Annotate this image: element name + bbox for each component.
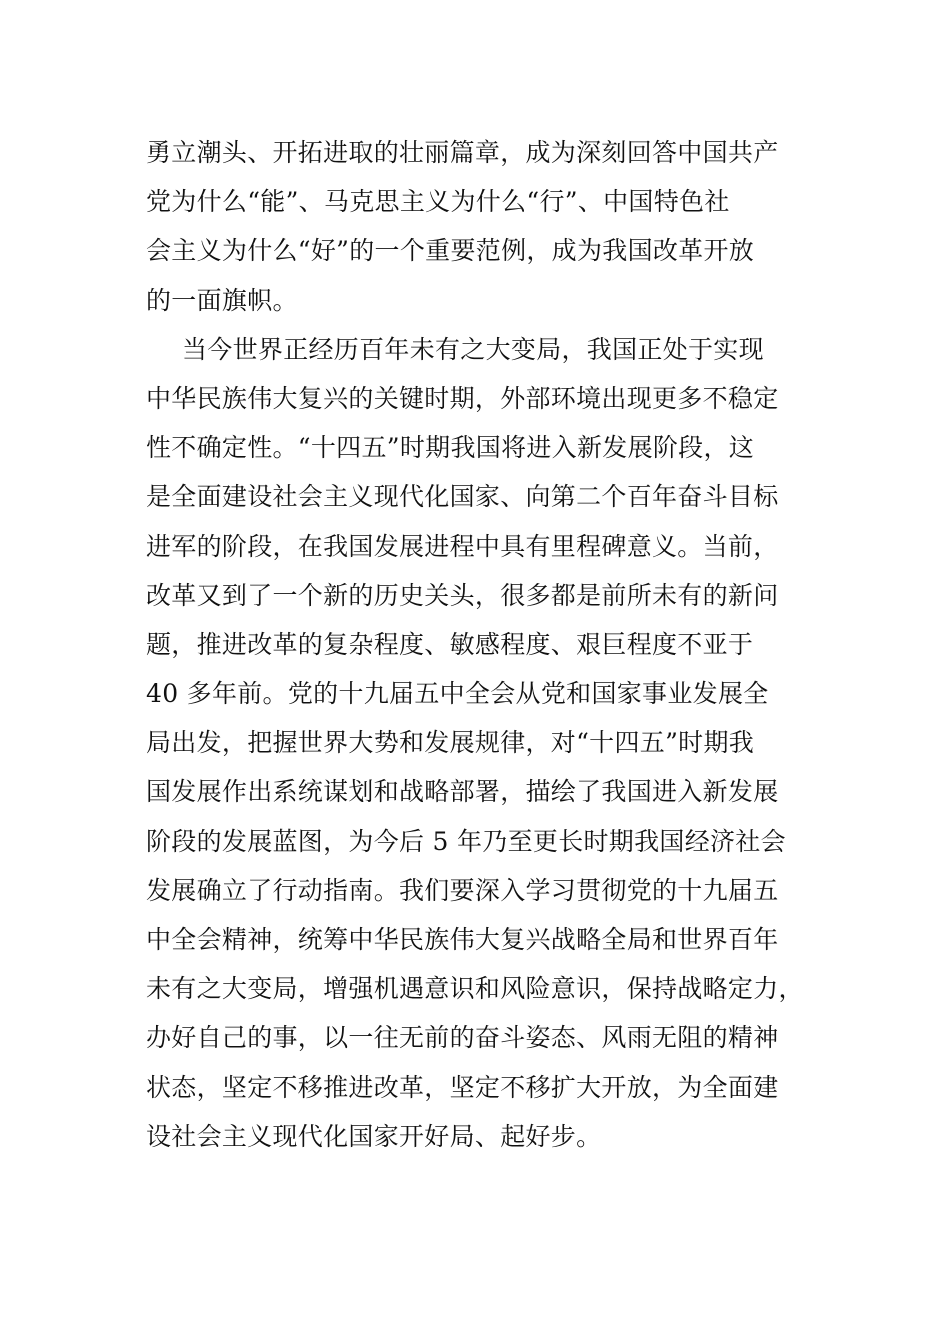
text-line: 是全面建设社会主义现代化国家、向第二个百年奋斗目标 — [146, 482, 779, 512]
text-line: 性不确定性。“十四五”时期我国将进入新发展阶段，这 — [146, 433, 755, 463]
text-line: 勇立潮头、开拓进取的壮丽篇章，成为深刻回答中国共产 — [146, 138, 779, 167]
text-line: 阶段的发展蓝图，为今后 5 年乃至更长时期我国经济社会 — [146, 826, 786, 856]
text-line: 未有之大变局，增强机遇意识和风险意识，保持战略定力， — [146, 974, 804, 1004]
text-line: 局出发，把握世界大势和发展规律，对“十四五”时期我 — [146, 728, 755, 758]
text-line: 办好自己的事，以一往无前的奋斗姿态、风雨无阻的精神 — [146, 1023, 779, 1053]
paragraph-first-line: 当今世界正经历百年未有之大变局，我国正处于实现 — [182, 334, 764, 364]
text-line: 中全会精神，统筹中华民族伟大复兴战略全局和世界百年 — [146, 925, 779, 954]
text-line: 进军的阶段，在我国发展进程中具有里程碑意义。当前， — [146, 531, 779, 561]
text-line: 设社会主义现代化国家开好局、起好步。 — [146, 1121, 602, 1151]
text-line: 题，推进改革的复杂程度、敏感程度、艰巨程度不亚于 — [146, 629, 754, 659]
text-line: 国发展作出系统谋划和战略部署，描绘了我国进入新发展 — [146, 777, 779, 807]
text-line: 40 多年前。党的十九届五中全会从党和国家事业发展全 — [146, 679, 769, 709]
text-line: 党为什么“能”、马克思主义为什么“行”、中国特色社 — [146, 187, 730, 217]
body-text — [146, 128, 806, 1161]
text-line: 的一面旗帜。 — [146, 285, 298, 315]
text-line: 改革又到了一个新的历史关头，很多都是前所未有的新问 — [146, 580, 779, 610]
text-line: 中华民族伟大复兴的关键时期，外部环境出现更多不稳定 — [146, 383, 779, 413]
text-line: 发展确立了行动指南。我们要深入学习贯彻党的十九届五 — [146, 875, 779, 905]
text-line: 会主义为什么“好”的一个重要范例，成为我国改革开放 — [146, 236, 755, 266]
text-line: 状态，坚定不移推进改革，坚定不移扩大开放，为全面建 — [146, 1072, 779, 1102]
